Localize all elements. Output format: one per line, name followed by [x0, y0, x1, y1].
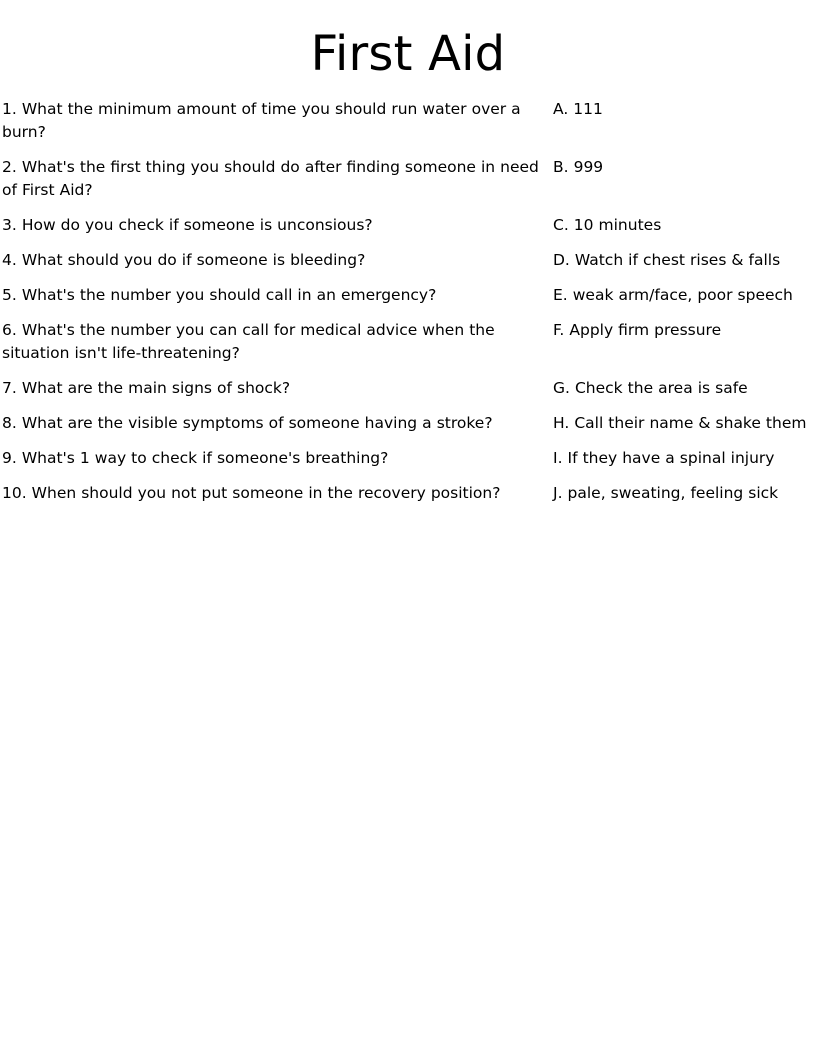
question-item: 4. What should you do if someone is bleeding?: [2, 251, 366, 269]
question-item: 9. What's 1 way to check if someone's breathing?: [2, 449, 389, 467]
table-row: [2, 319, 816, 377]
table-row: [2, 377, 816, 412]
table-row: [2, 482, 816, 517]
answer-item: E. weak arm/face, poor speech: [553, 286, 793, 304]
matching-exercise-body: [2, 98, 816, 517]
question-item: 1. What the minimum amount of time you should run water over a burn?: [2, 100, 521, 141]
answer-item: I. If they have a spinal injury: [553, 449, 775, 467]
table-row: [2, 249, 816, 284]
table-row: [2, 447, 816, 482]
answer-item: F. Apply firm pressure: [553, 321, 722, 339]
table-row: [2, 156, 816, 214]
table-row: [2, 214, 816, 249]
answer-item: G. Check the area is safe: [553, 379, 748, 397]
question-item: 7. What are the main signs of shock?: [2, 379, 291, 397]
table-row: [2, 412, 816, 447]
question-item: 2. What's the first thing you should do after finding someone in need of First Aid?: [2, 158, 539, 199]
answer-item: C. 10 minutes: [553, 216, 662, 234]
question-item: 5. What's the number you should call in an emergency?: [2, 286, 437, 304]
matching-exercise-table: [2, 98, 816, 517]
page-title: First Aid: [310, 26, 506, 82]
question-item: 10. When should you not put someone in the recovery position?: [2, 484, 501, 502]
answer-item: D. Watch if chest rises & falls: [553, 251, 781, 269]
question-item: 8. What are the visible symptoms of someone having a stroke?: [2, 414, 493, 432]
table-row: [2, 284, 816, 319]
answer-item: J. pale, sweating, feeling sick: [553, 484, 779, 502]
question-item: 6. What's the number you can call for medical advice when the situation isn't life-threatening?: [2, 321, 495, 362]
answer-item: A. 111: [553, 100, 603, 118]
answer-item: H. Call their name & shake them: [553, 414, 807, 432]
answer-item: B. 999: [553, 158, 604, 176]
question-item: 3. How do you check if someone is unconsious?: [2, 216, 373, 234]
table-row: [2, 98, 816, 156]
